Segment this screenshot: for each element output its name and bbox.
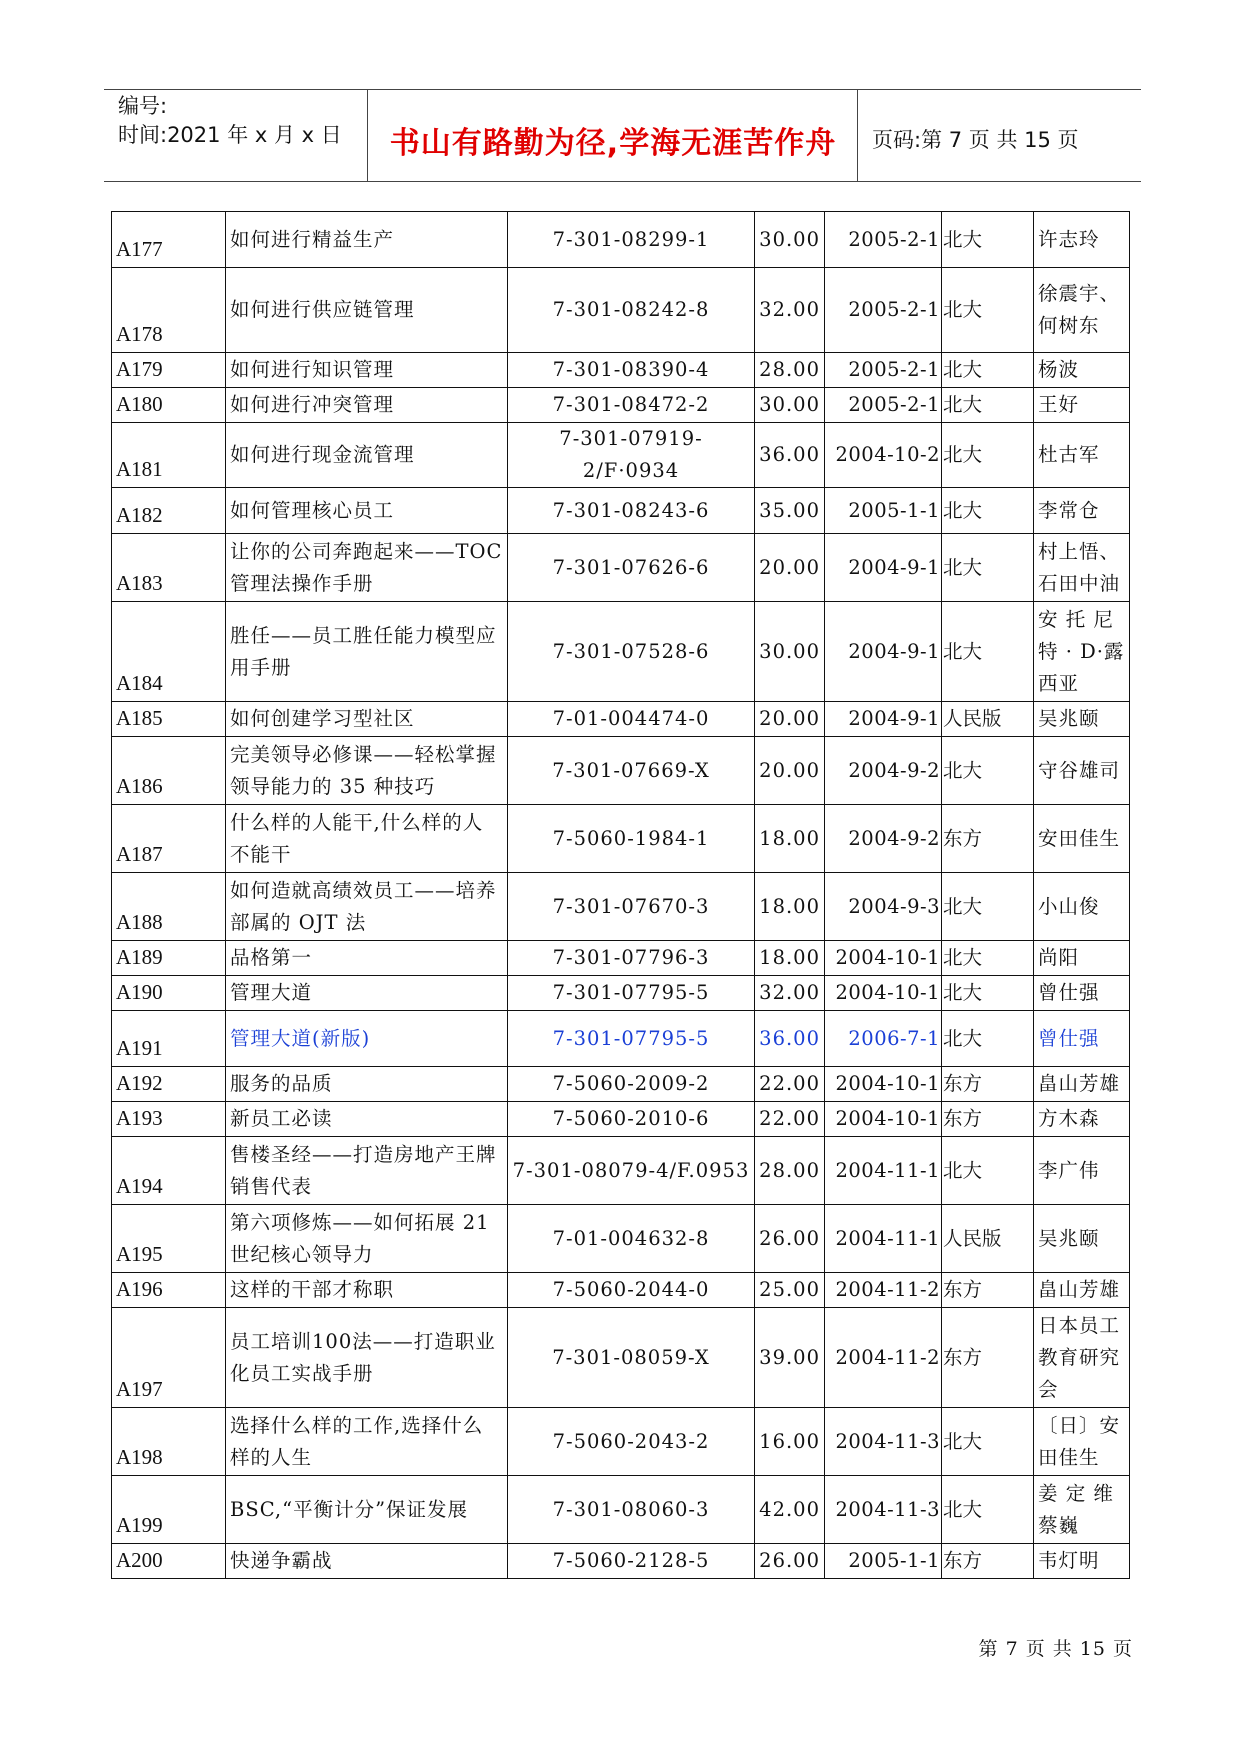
book-price: 26.00 [755,1544,825,1579]
book-isbn: 7-301-07669-X [508,737,755,805]
book-publisher: 东方 [942,1067,1034,1102]
book-publisher: 北大 [942,602,1034,702]
book-author: 畠山芳雄 [1034,1273,1130,1308]
book-publish-date: 2004-11-1 [825,1205,942,1273]
book-code: A200 [112,1544,226,1579]
header-meta [118,92,342,150]
book-publisher: 北大 [942,976,1034,1011]
book-publisher: 东方 [942,1544,1034,1579]
book-code: A186 [112,737,226,805]
table-row [112,873,1130,941]
book-author: 小山俊 [1034,873,1130,941]
book-publish-date: 2004-11-2 [825,1308,942,1408]
book-publisher: 东方 [942,1308,1034,1408]
book-price: 18.00 [755,941,825,976]
book-title: 如何进行精益生产 [226,212,508,268]
book-publisher: 北大 [942,1137,1034,1205]
book-isbn: 7-301-08060-3 [508,1476,755,1544]
table-row [112,1544,1130,1579]
book-title: 完美领导必修课——轻松掌握领导能力的 35 种技巧 [226,737,508,805]
book-publish-date: 2004-9-1 [825,534,942,602]
book-author: 方木森 [1034,1102,1130,1137]
table-row [112,1476,1130,1544]
header-motto: 书山有路勤为径,学海无涯苦作舟 [389,126,837,161]
book-isbn: 7-301-07795-5 [508,976,755,1011]
book-title: 如何管理核心员工 [226,488,508,534]
book-price: 20.00 [755,534,825,602]
book-price: 39.00 [755,1308,825,1408]
document-time-label: 时间:2021 年 x 月 x 日 [118,123,342,147]
header-page-number: 页码:第 7 页 共 15 页 [872,128,1079,152]
book-title: 这样的干部才称职 [226,1273,508,1308]
book-author: 吴兆颐 [1034,702,1130,737]
book-isbn: 7-5060-1984-1 [508,805,755,873]
book-price: 22.00 [755,1067,825,1102]
book-publish-date: 2004-9-1 [825,702,942,737]
book-publish-date: 2005-2-1 [825,212,942,268]
book-publisher: 东方 [942,1102,1034,1137]
book-code: A178 [112,268,226,353]
book-price: 28.00 [755,353,825,388]
book-publisher: 北大 [942,488,1034,534]
book-title: 如何创建学习型社区 [226,702,508,737]
book-isbn: 7-5060-2009-2 [508,1067,755,1102]
book-isbn: 7-301-08242-8 [508,268,755,353]
book-code: A192 [112,1067,226,1102]
book-isbn: 7-301-07795-5 [508,1011,755,1067]
book-publish-date: 2004-9-2 [825,805,942,873]
book-author: 韦灯明 [1034,1544,1130,1579]
book-code: A196 [112,1273,226,1308]
book-title: 如何造就高绩效员工——培养部属的 OJT 法 [226,873,508,941]
book-code: A187 [112,805,226,873]
footer-page-number: 第 7 页 共 15 页 [978,1638,1133,1660]
book-title: 让你的公司奔跑起来——TOC管理法操作手册 [226,534,508,602]
book-publisher: 北大 [942,268,1034,353]
book-publisher: 东方 [942,805,1034,873]
book-author: 徐震宇、何树东 [1034,268,1130,353]
book-publisher: 东方 [942,1273,1034,1308]
book-publisher: 北大 [942,737,1034,805]
document-number-label: 编号: [118,94,168,118]
book-author: 曾仕强 [1034,1011,1130,1067]
table-row [112,1067,1130,1102]
book-publish-date: 2004-9-2 [825,737,942,805]
book-publisher: 北大 [942,941,1034,976]
book-author: 王好 [1034,388,1130,423]
book-publish-date: 2005-2-1 [825,353,942,388]
table-row [112,1102,1130,1137]
book-author: 杨波 [1034,353,1130,388]
book-price: 36.00 [755,423,825,488]
book-code: A197 [112,1308,226,1408]
book-list-table [111,211,1130,1579]
book-isbn: 7-5060-2010-6 [508,1102,755,1137]
book-price: 30.00 [755,602,825,702]
book-publish-date: 2004-10-1 [825,941,942,976]
table-row [112,1011,1130,1067]
book-title: 第六项修炼——如何拓展 21 世纪核心领导力 [226,1205,508,1273]
book-price: 20.00 [755,702,825,737]
book-code: A179 [112,353,226,388]
book-author: 守谷雄司 [1034,737,1130,805]
book-title: 如何进行供应链管理 [226,268,508,353]
table-row [112,488,1130,534]
book-isbn: 7-5060-2044-0 [508,1273,755,1308]
book-author: 村上悟、石田中油 [1034,534,1130,602]
table-row [112,1308,1130,1408]
book-publish-date: 2004-11-3 [825,1476,942,1544]
book-author: 李广伟 [1034,1137,1130,1205]
table-row [112,1205,1130,1273]
book-code: A198 [112,1408,226,1476]
book-isbn: 7-301-07919-2/F·0934 [508,423,755,488]
table-row [112,1273,1130,1308]
table-row [112,602,1130,702]
table-row [112,702,1130,737]
book-price: 28.00 [755,1137,825,1205]
book-price: 35.00 [755,488,825,534]
book-code: A194 [112,1137,226,1205]
book-price: 16.00 [755,1408,825,1476]
book-author: 日本员工教育研究会 [1034,1308,1130,1408]
table-row [112,268,1130,353]
book-price: 25.00 [755,1273,825,1308]
book-price: 20.00 [755,737,825,805]
table-row [112,1137,1130,1205]
book-publish-date: 2005-1-1 [825,1544,942,1579]
book-isbn: 7-301-08243-6 [508,488,755,534]
book-publish-date: 2004-10-2 [825,423,942,488]
book-isbn: 7-301-07796-3 [508,941,755,976]
book-list-body [112,212,1130,1579]
book-code: A183 [112,534,226,602]
table-row [112,353,1130,388]
book-isbn: 7-301-08472-2 [508,388,755,423]
book-isbn: 7-301-08299-1 [508,212,755,268]
book-publish-date: 2005-2-1 [825,268,942,353]
table-row [112,805,1130,873]
book-code: A199 [112,1476,226,1544]
book-title: 胜任——员工胜任能力模型应用手册 [226,602,508,702]
book-author: 李常仓 [1034,488,1130,534]
book-publisher: 北大 [942,423,1034,488]
book-price: 22.00 [755,1102,825,1137]
book-author: 吴兆颐 [1034,1205,1130,1273]
book-author: 安 托 尼 特 · D·露西亚 [1034,602,1130,702]
book-code: A190 [112,976,226,1011]
book-title: 如何进行冲突管理 [226,388,508,423]
book-publish-date: 2004-10-1 [825,1102,942,1137]
book-title: 品格第一 [226,941,508,976]
book-author: 安田佳生 [1034,805,1130,873]
book-title: 售楼圣经——打造房地产王牌销售代表 [226,1137,508,1205]
book-author: 姜 定 维 蔡巍 [1034,1476,1130,1544]
book-isbn: 7-301-07626-6 [508,534,755,602]
book-title: 什么样的人能干,什么样的人不能干 [226,805,508,873]
table-row [112,737,1130,805]
book-author: 〔日〕安田佳生 [1034,1408,1130,1476]
book-publish-date: 2004-10-1 [825,976,942,1011]
book-code: A189 [112,941,226,976]
book-publish-date: 2006-7-1 [825,1011,942,1067]
book-publish-date: 2004-10-1 [825,1067,942,1102]
book-title: 如何进行现金流管理 [226,423,508,488]
book-publish-date: 2004-11-2 [825,1273,942,1308]
book-isbn: 7-301-08059-X [508,1308,755,1408]
book-publisher: 人民版 [942,1205,1034,1273]
book-title: 管理大道(新版) [226,1011,508,1067]
book-publisher: 北大 [942,534,1034,602]
book-price: 42.00 [755,1476,825,1544]
book-isbn: 7-301-07528-6 [508,602,755,702]
book-publish-date: 2004-11-3 [825,1408,942,1476]
book-code: A177 [112,212,226,268]
book-isbn: 7-5060-2128-5 [508,1544,755,1579]
book-code: A181 [112,423,226,488]
book-isbn: 7-301-08390-4 [508,353,755,388]
book-title: BSC,“平衡计分”保证发展 [226,1476,508,1544]
book-isbn: 7-5060-2043-2 [508,1408,755,1476]
book-price: 26.00 [755,1205,825,1273]
table-row [112,976,1130,1011]
book-isbn: 7-301-08079-4/F.0953 [508,1137,755,1205]
book-code: A193 [112,1102,226,1137]
table-row [112,941,1130,976]
book-price: 32.00 [755,268,825,353]
book-isbn: 7-301-07670-3 [508,873,755,941]
book-title: 新员工必读 [226,1102,508,1137]
table-row [112,534,1130,602]
book-price: 30.00 [755,388,825,423]
book-title: 如何进行知识管理 [226,353,508,388]
book-code: A182 [112,488,226,534]
book-publish-date: 2004-9-1 [825,602,942,702]
book-publisher: 北大 [942,1408,1034,1476]
book-price: 18.00 [755,805,825,873]
book-publish-date: 2005-1-1 [825,488,942,534]
book-isbn: 7-01-004474-0 [508,702,755,737]
book-publisher: 北大 [942,1011,1034,1067]
book-price: 18.00 [755,873,825,941]
book-isbn: 7-01-004632-8 [508,1205,755,1273]
book-author: 曾仕强 [1034,976,1130,1011]
table-row [112,423,1130,488]
book-publish-date: 2004-9-3 [825,873,942,941]
book-code: A191 [112,1011,226,1067]
book-code: A180 [112,388,226,423]
book-price: 36.00 [755,1011,825,1067]
book-publisher: 北大 [942,353,1034,388]
book-author: 杜古军 [1034,423,1130,488]
header-top-rule [104,89,1141,90]
table-row [112,388,1130,423]
book-code: A184 [112,602,226,702]
book-code: A195 [112,1205,226,1273]
book-publisher: 北大 [942,1476,1034,1544]
book-publish-date: 2004-11-1 [825,1137,942,1205]
book-code: A185 [112,702,226,737]
book-publish-date: 2005-2-1 [825,388,942,423]
book-publisher: 人民版 [942,702,1034,737]
book-publisher: 北大 [942,873,1034,941]
book-title: 选择什么样的工作,选择什么样的人生 [226,1408,508,1476]
book-title: 服务的品质 [226,1067,508,1102]
table-row [112,1408,1130,1476]
header-bottom-rule [104,181,1141,182]
book-author: 尚阳 [1034,941,1130,976]
book-price: 32.00 [755,976,825,1011]
book-publisher: 北大 [942,388,1034,423]
book-author: 畠山芳雄 [1034,1067,1130,1102]
book-title: 管理大道 [226,976,508,1011]
table-row [112,212,1130,268]
book-author: 许志玲 [1034,212,1130,268]
book-code: A188 [112,873,226,941]
book-title: 快递争霸战 [226,1544,508,1579]
book-price: 30.00 [755,212,825,268]
book-title: 员工培训100法——打造职业化员工实战手册 [226,1308,508,1408]
book-publisher: 北大 [942,212,1034,268]
